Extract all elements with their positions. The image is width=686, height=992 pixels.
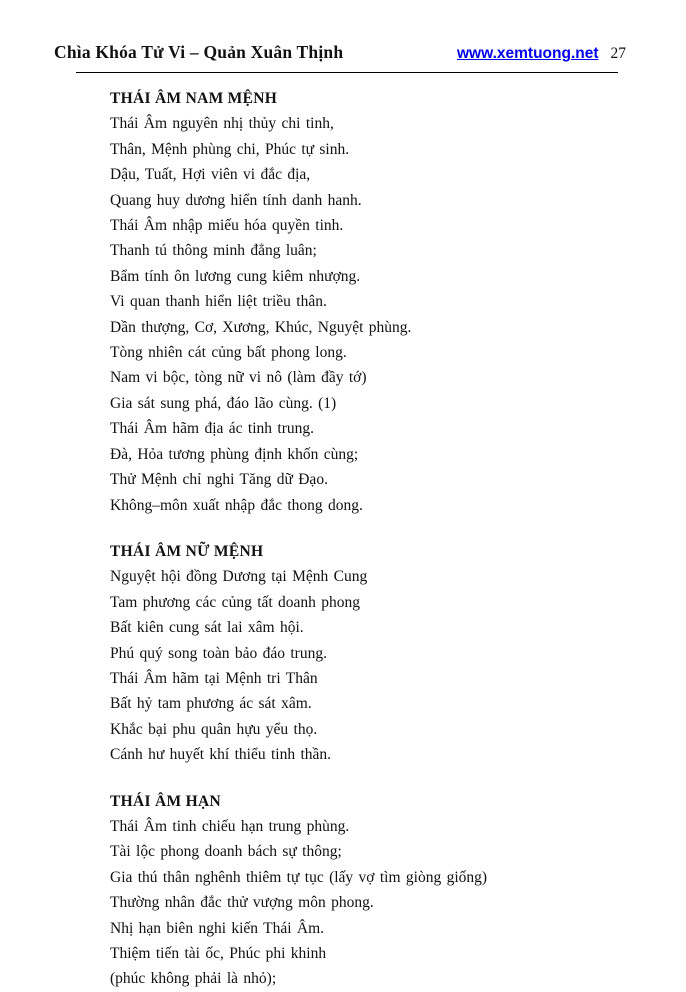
poem-line: Cánh hư huyết khí thiểu tinh thần.	[110, 746, 332, 764]
section-heading: THÁI ÂM HẠN	[110, 792, 221, 810]
poem-line: Thanh tú thông minh đẳng luân;	[110, 242, 317, 260]
poem-line: Dần thượng, Cơ, Xương, Khúc, Nguyệt phùng.	[110, 318, 412, 336]
poem-line: Tài lộc phong doanh bách sự thông;	[110, 843, 342, 861]
poem-line: Bất kiên cung sát lai xâm hội.	[110, 619, 304, 637]
poem-line: Không–môn xuất nhập đắc thong dong.	[110, 496, 363, 514]
section-heading: THÁI ÂM NAM MỆNH	[110, 90, 278, 107]
poem-line: Đà, Hỏa tương phùng định khốn cùng;	[110, 445, 359, 463]
section-heading: THÁI ÂM NỮ MỆNH	[110, 542, 264, 560]
poem-line: Phú quý song toàn bảo đáo trung.	[110, 644, 327, 662]
book-title: Chìa Khóa Tử Vi – Quản Xuân Thịnh	[54, 42, 344, 62]
poem-line: Thái Âm hãm tại Mệnh tri Thân	[110, 669, 318, 687]
poem-line: Thiệm tiến tài ốc, Phúc phi khinh	[110, 945, 327, 962]
page-number: 27	[610, 45, 626, 62]
page-content	[54, 73, 626, 992]
poem-line: Thái Âm nhập miếu hóa quyền tinh.	[110, 217, 344, 235]
poem-line: Tòng nhiên cát củng bất phong long.	[110, 344, 347, 362]
poem-line: Thái Âm hãm địa ác tinh trung.	[110, 420, 314, 438]
poem-line: Vi quan thanh hiển liệt triều thân.	[110, 293, 327, 311]
poem-line: Tam phương các củng tất doanh phong	[110, 593, 361, 611]
poem-line: Gia thú thân nghênh thiêm tự tục (lấy vợ tìm giòng giống)	[110, 868, 488, 886]
poem-line: Thân, Mệnh phùng chi, Phúc tự sinh.	[110, 140, 350, 158]
poem-line: Thái Âm nguyên nhị thủy chi tinh,	[110, 115, 334, 133]
poem-line: Gia sát sung phá, đáo lão cùng. (1)	[110, 394, 337, 412]
section-thai-am-nu-menh	[110, 539, 626, 768]
poem-line: Quang huy dương hiển tính danh hanh.	[110, 191, 362, 209]
poem-line: Thử Mệnh chỉ nghi Tăng dữ Đạo.	[110, 471, 328, 489]
poem-line: Thường nhân đắc thử vượng môn phong.	[110, 894, 374, 912]
section-thai-am-han	[110, 789, 626, 992]
poem-line: Nam vi bộc, tòng nữ vi nô (làm đầy tớ)	[110, 369, 367, 387]
poem-line: Thái Âm tinh chiếu hạn trung phùng.	[110, 817, 350, 835]
poem-line: (phúc không phải là nhỏ);	[110, 970, 277, 988]
poem-line: Dậu, Tuất, Hợi viên vi đắc địa,	[110, 166, 311, 184]
poem-line: Khắc bại phu quân hựu yểu thọ.	[110, 720, 318, 738]
poem-line: Nhị hạn biên nghi kiến Thái Âm.	[110, 919, 325, 937]
page-header	[54, 42, 626, 63]
website-link[interactable]: www.xemtuong.net	[456, 45, 599, 62]
poem-line: Bất hỷ tam phương ác sát xâm.	[110, 695, 312, 713]
header-right	[457, 45, 626, 63]
section-thai-am-nam-menh	[110, 86, 626, 518]
poem-line: Bẩm tính ôn lương cung kiêm nhượng.	[110, 267, 361, 285]
poem-line: Nguyệt hội đồng Dương tại Mệnh Cung	[110, 568, 368, 586]
